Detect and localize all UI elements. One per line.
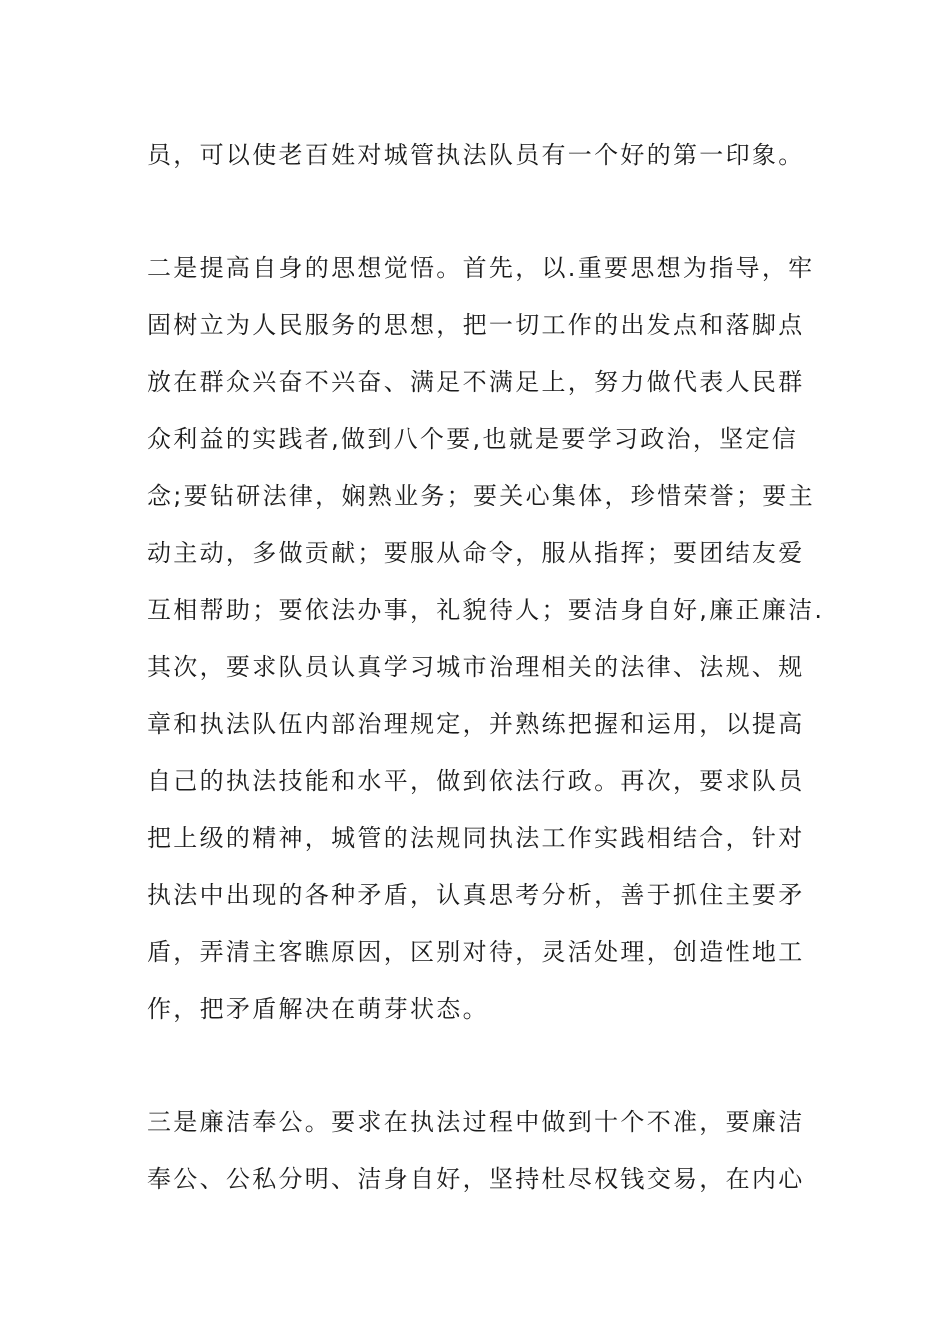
- text-line: 三是廉洁奉公。要求在执法过程中做到十个不准，要廉洁: [147, 1108, 805, 1136]
- text-line: 其次，要求队员认真学习城市治理相关的法律、法规、规: [147, 653, 805, 681]
- text-line: 念;要钻研法律，娴熟业务；要关心集体，珍惜荣誉；要主: [147, 482, 815, 510]
- text-line: 章和执法队伍内部治理规定，并熟练把握和运用，以提高: [147, 710, 805, 738]
- text-line: 奉公、公私分明、洁身自好，坚持杜尽权钱交易，在内心: [147, 1165, 805, 1193]
- text-line: 互相帮助；要依法办事，礼貌待人；要洁身自好,廉正廉洁.: [147, 596, 825, 624]
- text-line: 作，把矛盾解决在萌芽状态。: [147, 995, 489, 1023]
- text-line: 放在群众兴奋不兴奋、满足不满足上，努力做代表人民群: [147, 368, 805, 396]
- text-line: 盾，弄清主客瞧原因，区别对待，灵活处理，创造性地工: [147, 938, 805, 966]
- text-line: 众利益的实践者,做到八个要,也就是要学习政治，坚定信: [147, 425, 799, 453]
- text-line: 执法中出现的各种矛盾，认真思考分析，善于抓住主要矛: [147, 881, 805, 909]
- text-line: 固树立为人民服务的思想，把一切工作的出发点和落脚点: [147, 311, 805, 339]
- text-line: 动主动，多做贡献；要服从命令，服从指挥；要团结友爱: [147, 539, 805, 567]
- text-line: 自己的执法技能和水平，做到依法行政。再次，要求队员: [147, 767, 805, 795]
- text-line: 二是提高自身的思想觉悟。首先，以.重要思想为指导，牢: [147, 254, 815, 282]
- text-line: 员，可以使老百姓对城管执法队员有一个好的第一印象。: [147, 141, 805, 169]
- text-line: 把上级的精神，城管的法规同执法工作实践相结合，针对: [147, 824, 805, 852]
